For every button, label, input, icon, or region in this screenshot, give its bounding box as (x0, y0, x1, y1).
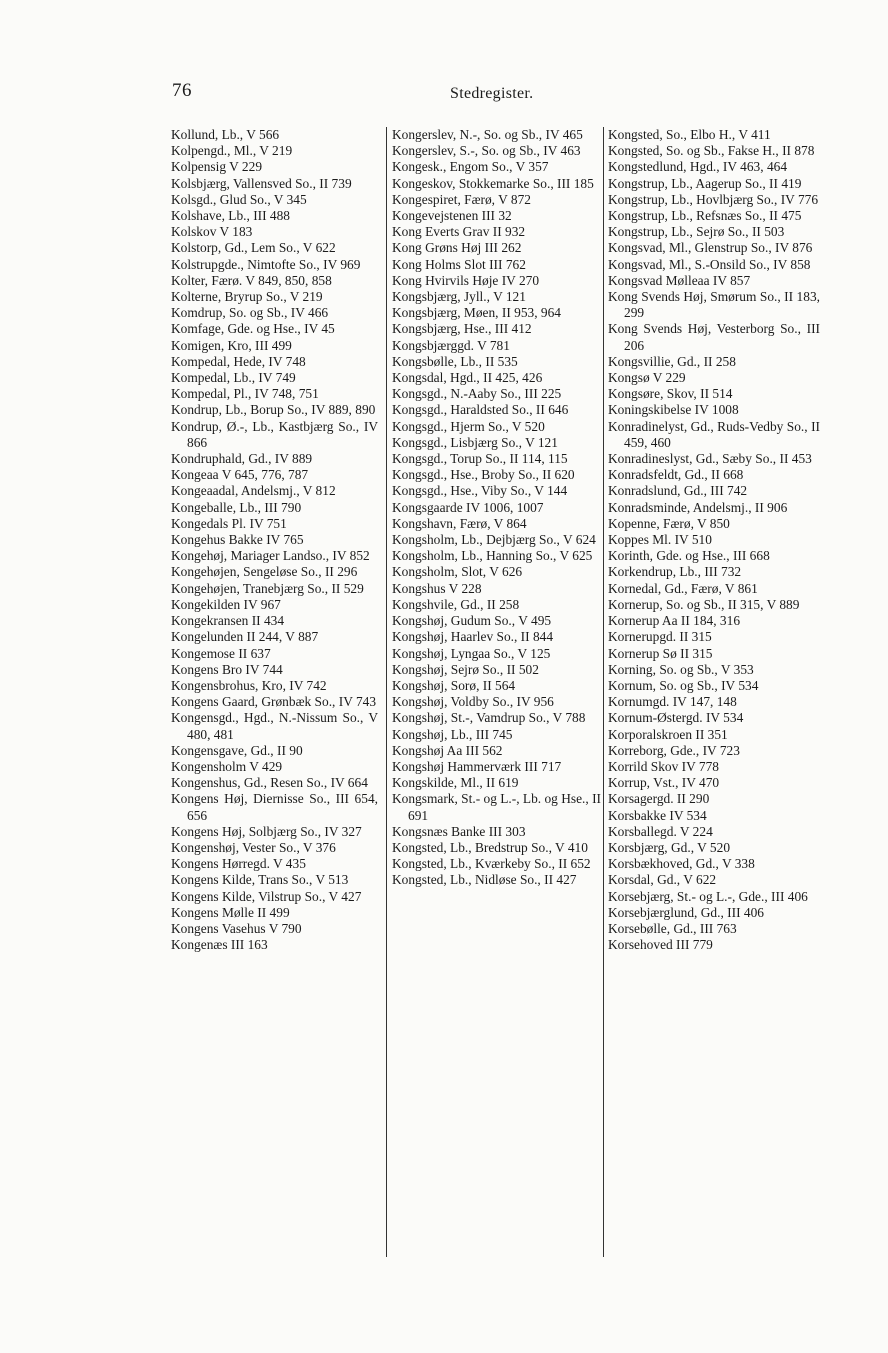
index-entry: Korsballegd. V 224 (608, 823, 713, 839)
index-entry: Korsehoved III 779 (608, 937, 713, 953)
index-entry: Korsebølle, Gd., III 763 (608, 920, 737, 936)
index-entry: Kongens Vasehus V 790 (171, 920, 302, 936)
index-entry: Kompedal, Lb., IV 749 (171, 370, 296, 386)
index-entry: Kong Grøns Høj III 262 (392, 240, 522, 256)
index-entry: Kongeaa V 645, 776, 787 (171, 467, 309, 483)
index-entry: Kongeaadal, Andelsmj., V 812 (171, 483, 336, 499)
index-entry: Kongsmark, St.- og L.-, Lb. og Hse., II 691 (392, 791, 602, 823)
index-entry: Kongelunden II 244, V 887 (171, 629, 319, 645)
index-entry: Kongsgd., Hse., Broby So., II 620 (392, 467, 575, 483)
index-entry: Komfage, Gde. og Hse., IV 45 (171, 321, 335, 337)
index-entry: Kongsgaarde IV 1006, 1007 (392, 499, 544, 515)
index-entry: Kongshøj, Gudum So., V 495 (392, 613, 552, 629)
index-entry: Kongsted, So. og Sb., Fakse H., II 878 (608, 143, 815, 159)
index-entry: Kongens Høj, Solbjærg So., IV 327 (171, 823, 362, 839)
index-entry: Kongsø V 229 (608, 370, 686, 386)
index-entry: Kongensbrohus, Kro, IV 742 (171, 677, 327, 693)
index-entry: Kongsvad Mølleaa IV 857 (608, 272, 751, 288)
index-entry: Kongenshus, Gd., Resen So., IV 664 (171, 775, 368, 791)
index-entry: Kongsted, Lb., Nidløse So., II 427 (392, 872, 577, 888)
index-entry: Kongehøjen, Tranebjærg So., II 529 (171, 580, 364, 596)
index-entry: Kopenne, Færø, V 850 (608, 515, 730, 531)
index-column-right (608, 127, 820, 953)
index-entry: Korsbækhoved, Gd., V 338 (608, 856, 755, 872)
index-entry: Kongemose II 637 (171, 645, 271, 661)
index-entry: Kornum-Østergd. IV 534 (608, 710, 744, 726)
index-entry: Kornerup Aa II 184, 316 (608, 613, 741, 629)
index-entry: Korkendrup, Lb., III 732 (608, 564, 742, 580)
index-entry: Kongevejstenen III 32 (392, 208, 512, 224)
index-entry: Kongsted, Lb., Bredstrup So., V 410 (392, 839, 588, 855)
index-entry: Kongshøj, Lyngaa So., V 125 (392, 645, 551, 661)
index-entry: Kong Svends Høj, Vesterborg So., III 206 (608, 321, 820, 353)
index-entry: Kornumgd. IV 147, 148 (608, 694, 737, 710)
index-entry: Kolskov V 183 (171, 224, 253, 240)
index-entry: Kongensholm V 429 (171, 758, 283, 774)
index-entry: Kongshus V 228 (392, 580, 482, 596)
index-entry: Kongerslev, N.-, So. og Sb., IV 465 (392, 127, 583, 142)
index-entry: Kong Svends Høj, Smørum So., II 183, 299 (608, 289, 820, 321)
index-entry: Kongekilden IV 967 (171, 596, 281, 612)
index-entry: Kongsøre, Skov, II 514 (608, 386, 733, 402)
index-entry: Kongsgd., Hse., Viby So., V 144 (392, 483, 568, 499)
index-entry: Kollund, Lb., V 566 (171, 127, 280, 142)
index-entry: Korrup, Vst., IV 470 (608, 775, 720, 791)
index-entry: Kornerupgd. II 315 (608, 629, 712, 645)
index-entry: Kongsbjærggd. V 781 (392, 337, 510, 353)
index-entry: Kolstorp, Gd., Lem So., V 622 (171, 240, 336, 256)
index-entry: Kongsholm, Lb., Dejbjærg So., V 624 (392, 532, 596, 548)
index-entry: Kongeskov, Stokkemarke So., III 185 (392, 175, 594, 191)
index-entry: Kompedal, Hede, IV 748 (171, 353, 306, 369)
index-entry: Kongsvillie, Gd., II 258 (608, 353, 736, 369)
index-entry: Kongensgave, Gd., II 90 (171, 742, 303, 758)
index-entry: Kongehøjen, Sengeløse So., II 296 (171, 564, 358, 580)
index-entry: Kongshøj, Haarlev So., II 844 (392, 629, 554, 645)
index-entry: Kongshvile, Gd., II 258 (392, 596, 520, 612)
page-title: Stedregister. (450, 85, 534, 102)
index-entry: Kondruphald, Gd., IV 889 (171, 451, 313, 467)
index-entry: Kongsgd., N.-Aaby So., III 225 (392, 386, 562, 402)
index-entry: Kongehøj, Mariager Landso., IV 852 (171, 548, 370, 564)
index-entry: Konradineslyst, Gd., Sæby So., II 453 (608, 451, 812, 467)
index-entry: Kolpensig V 229 (171, 159, 263, 175)
index-entry: Kongsvad, Ml., Glenstrup So., IV 876 (608, 240, 813, 256)
index-entry: Kongstedlund, Hgd., IV 463, 464 (608, 159, 788, 175)
index-entry: Kongshavn, Færø, V 864 (392, 515, 527, 531)
index-entry: Kongstrup, Lb., Hovlbjærg So., IV 776 (608, 191, 819, 207)
page-number: 76 (172, 80, 192, 101)
index-entry: Korsbakke IV 534 (608, 807, 707, 823)
index-entry: Kongensgd., Hgd., N.-Nissum So., V 480, 481 (171, 710, 378, 742)
index-entry: Korsebjærg, St.- og L.-, Gde., III 406 (608, 888, 808, 904)
index-entry: Konradslund, Gd., III 742 (608, 483, 748, 499)
index-entry: Kongsgd., Hjerm So., V 520 (392, 418, 545, 434)
index-entry: Kongshøj, Sorø, II 564 (392, 677, 516, 693)
index-entry: Kongenæs III 163 (171, 937, 268, 953)
index-entry: Kongerslev, S.-, So. og Sb., IV 463 (392, 143, 581, 159)
column-divider-left (386, 127, 387, 1257)
index-entry: Kongens Kilde, Vilstrup So., V 427 (171, 888, 362, 904)
index-entry: Kongsbjærg, Hse., III 412 (392, 321, 532, 337)
index-entry: Kongens Bro IV 744 (171, 661, 283, 677)
index-entry: Kongsholm, Lb., Hanning So., V 625 (392, 548, 593, 564)
index-entry: Kornerup Sø II 315 (608, 645, 713, 661)
index-entry: Korreborg, Gde., IV 723 (608, 742, 740, 758)
index-entry: Kongstrup, Lb., Refsnæs So., II 475 (608, 208, 802, 224)
index-entry: Kolsbjærg, Vallensved So., II 739 (171, 175, 352, 191)
index-entry: Kondrup, Lb., Borup So., IV 889, 890 (171, 402, 376, 418)
index-entry: Kolpengd., Ml., V 219 (171, 143, 293, 159)
column-divider-right (603, 127, 604, 1257)
index-entry: Kolterne, Bryrup So., V 219 (171, 289, 323, 305)
index-entry: Kolsgd., Glud So., V 345 (171, 191, 307, 207)
index-entry: Koningskibelse IV 1008 (608, 402, 739, 418)
index-entry: Kong Everts Grav II 932 (392, 224, 526, 240)
index-column-left (171, 127, 378, 953)
index-entry: Kongsnæs Banke III 303 (392, 823, 526, 839)
index-entry: Kongshøj Aa III 562 (392, 742, 503, 758)
index-entry: Kongsted, Lb., Kværkeby So., II 652 (392, 856, 591, 872)
index-entry: Kongesk., Engom So., V 357 (392, 159, 549, 175)
index-entry: Kongeballe, Lb., III 790 (171, 499, 302, 515)
index-entry: Kongsbjærg, Jyll., V 121 (392, 289, 526, 305)
index-entry: Kongstrup, Lb., Aagerup So., II 419 (608, 175, 802, 191)
index-entry: Kolstrupgde., Nimtofte So., IV 969 (171, 256, 361, 272)
index-entry: Korsbjærg, Gd., V 520 (608, 839, 731, 855)
index-entry: Kong Holms Slot III 762 (392, 256, 526, 272)
index-entry: Kornum, So. og Sb., IV 534 (608, 677, 759, 693)
index-entry: Komigen, Kro, III 499 (171, 337, 292, 353)
index-entry: Kong Hvirvils Høje IV 270 (392, 272, 540, 288)
index-entry: Kolshave, Lb., III 488 (171, 208, 290, 224)
index-entry: Kondrup, Ø.-, Lb., Kastbjærg So., IV 866 (171, 418, 378, 450)
index-entry: Konradsminde, Andelsmj., II 906 (608, 499, 788, 515)
index-entry: Kornerup, So. og Sb., II 315, V 889 (608, 596, 800, 612)
index-entry: Kompedal, Pl., IV 748, 751 (171, 386, 319, 402)
index-entry: Kongsbjærg, Møen, II 953, 964 (392, 305, 561, 321)
index-entry: Koppes Ml. IV 510 (608, 532, 712, 548)
index-entry: Kongens Gaard, Grønbæk So., IV 743 (171, 694, 377, 710)
index-entry: Korsebjærglund, Gd., III 406 (608, 904, 764, 920)
index-entry: Kongsgd., Haraldsted So., II 646 (392, 402, 569, 418)
index-entry: Kornedal, Gd., Færø, V 861 (608, 580, 758, 596)
index-entry: Komdrup, So. og Sb., IV 466 (171, 305, 329, 321)
index-entry: Kongens Mølle II 499 (171, 904, 290, 920)
index-entry: Kongskilde, Ml., II 619 (392, 775, 519, 791)
index-entry: Kongsdal, Hgd., II 425, 426 (392, 370, 543, 386)
index-entry: Korporalskroen II 351 (608, 726, 728, 742)
index-entry: Kongsted, So., Elbo H., V 411 (608, 127, 771, 142)
index-entry: Kongehus Bakke IV 765 (171, 532, 304, 548)
index-entry: Korsagergd. II 290 (608, 791, 710, 807)
index-entry: Kongshøj, St.-, Vamdrup So., V 788 (392, 710, 586, 726)
index-entry: Kolter, Færø. V 849, 850, 858 (171, 272, 332, 288)
index-entry: Kongsgd., Lisbjærg So., V 121 (392, 434, 558, 450)
index-entry: Korsdal, Gd., V 622 (608, 872, 717, 888)
index-entry: Kongekransen II 434 (171, 613, 285, 629)
index-entry: Kongens Høj, Diernisse So., III 654, 656 (171, 791, 378, 823)
index-entry: Konradinelyst, Gd., Ruds-Vedby So., II 459, 460 (608, 418, 820, 450)
index-entry: Kongsholm, Slot, V 626 (392, 564, 523, 580)
index-entry: Kongenshøj, Vester So., V 376 (171, 839, 336, 855)
index-entry: Korning, So. og Sb., V 353 (608, 661, 754, 677)
index-entry: Korrild Skov IV 778 (608, 758, 719, 774)
index-entry: Kongedals Pl. IV 751 (171, 515, 287, 531)
index-entry: Kongsgd., Torup So., II 114, 115 (392, 451, 568, 467)
index-entry: Kongens Kilde, Trans So., V 513 (171, 872, 349, 888)
index-entry: Kongshøj Hammerværk III 717 (392, 758, 562, 774)
index-entry: Kongshøj, Voldby So., IV 956 (392, 694, 554, 710)
index-entry: Kongshøj, Sejrø So., II 502 (392, 661, 539, 677)
index-entry: Kongsvad, Ml., S.-Onsild So., IV 858 (608, 256, 811, 272)
index-entry: Kongens Hørregd. V 435 (171, 856, 306, 872)
index-entry: Kongsbølle, Lb., II 535 (392, 353, 518, 369)
index-entry: Kongstrup, Lb., Sejrø So., II 503 (608, 224, 785, 240)
index-entry: Korinth, Gde. og Hse., III 668 (608, 548, 770, 564)
index-entry: Kongespiret, Færø, V 872 (392, 191, 531, 207)
index-column-middle (392, 127, 601, 889)
index-entry: Kongshøj, Lb., III 745 (392, 726, 513, 742)
index-entry: Konradsfeldt, Gd., II 668 (608, 467, 744, 483)
